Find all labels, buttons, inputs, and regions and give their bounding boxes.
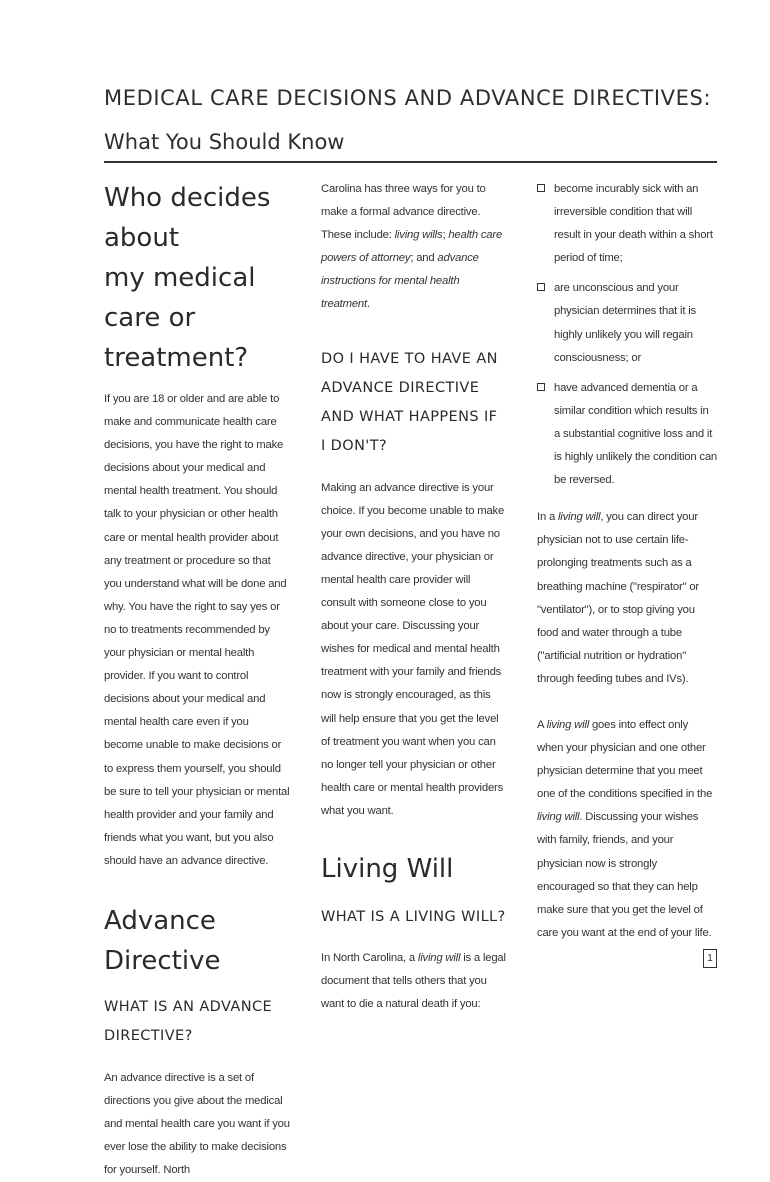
what-is-advance-directive-heading [104,993,290,1051]
heading-line: ADVANCE DIRECTIVE [321,379,480,396]
emphasis: living will [537,811,580,824]
list-item [537,277,717,369]
do-i-have-to-heading [321,345,507,461]
emphasis: living will [557,511,601,524]
text-run: is a legal document that tells others that you want to die a natural death if you: [321,951,506,1011]
text-run: A [537,718,547,731]
who-decides-heading [104,178,290,378]
text-run: In a [537,511,558,524]
checkbox-bullet-icon [537,383,545,391]
heading-line: Who decides about [104,183,271,253]
checkbox-bullet-icon [537,184,545,192]
column-3 [537,178,717,945]
column-1 [104,178,290,1182]
living-will-directions-paragraph [537,506,717,691]
living-will-effect-paragraph [537,714,717,945]
living-will-heading: Living Will [321,853,454,884]
page-subtitle: What You Should Know [104,130,345,154]
emphasis: living wills [394,229,443,242]
text-run: . Discussing your wishes with family, friends, and your physician now is strongly encouraged so that they can help make sure that you get the level of care you want at the end of your life. [537,811,712,939]
heading-line: WHAT IS AN ADVANCE [104,998,273,1015]
checkbox-bullet-icon [537,283,545,291]
list-item [537,178,717,270]
heading-line: DIRECTIVE? [104,1027,193,1044]
list-item-text: have advanced dementia or a similar condition which results in a substantial cognitive loss and it is highly unlikely the condition can be reversed. [554,381,717,487]
heading-line: DO I HAVE TO HAVE AN [321,350,498,367]
choice-paragraph: Making an advance directive is your choice. If you become unable to make your own decisions, and you have no advance directive, your physician or mental health care provider will consult with someone close to you about your care. Discussing your wishes for medical and mental health treatment with your family and friends now is strongly encouraged, as this will help ensure that you get the level of treatment you want when you can no longer tell your physician or other health care or mental health providers what you want. [321,481,505,817]
list-item-text: become incurably sick with an irreversible condition that will result in your death within a short period of time; [554,183,713,265]
header-divider [104,161,717,163]
text-run: In North Carolina, a [321,951,418,964]
heading-line: I DON'T? [321,437,388,454]
emphasis: health care powers of attorney [321,229,503,265]
page-number: 1 [703,949,717,968]
text-run: , you can direct your physician not to use certain life-prolonging treatments such as a breathing machine ("respirator" or "ventilator"), or to stop giving you food and water through a tube ("artificial nutrition or hydration" through feeding tubes and IVs). [537,511,699,685]
column-2 [321,178,507,1016]
list-item [537,377,717,492]
advance-directive-heading: Advance Directive [104,905,221,976]
living-will-definition-paragraph [321,947,507,1016]
heading-line: my medical care or [104,263,256,333]
text-run: . [366,298,370,311]
text-run: ; and [410,252,438,265]
list-item-text: are unconscious and your physician determines that it is highly unlikely you will regain consciousness; or [554,282,696,364]
emphasis: living will [546,718,590,731]
condition-list [537,178,717,492]
text-run: Carolina has three ways for you to make a formal advance directive. These include: [321,183,486,242]
page-title: MEDICAL CARE DECISIONS AND ADVANCE DIRECTIVES: [104,86,712,110]
emphasis: living will [417,951,461,964]
text-run: ; [442,229,449,242]
who-decides-paragraph: If you are 18 or older and are able to make and communicate health care decisions, you have the right to make decisions about your medical and mental health treatment. You should talk to your physician or other health care or mental health provider about any treatment or procedure so that you understand what will be done and why. You have the right to say yes or no to treatments recommended by your physician or mental health provider. If you want to control decisions about your medical and mental health care even if you become unable to make decisions or to express them yourself, you should be sure to tell your physician or mental health provider and your family and friends what you want, but you also should have an advance directive. [104,393,290,867]
heading-line: AND WHAT HAPPENS IF [321,408,498,425]
emphasis: advance instructions for mental health treatment [321,252,479,311]
what-is-living-will-heading: WHAT IS A LIVING WILL? [321,908,506,925]
text-run: goes into effect only when your physician and one other physician determine that you meet one of the conditions specified in the [537,718,713,801]
advance-directive-types-paragraph [321,178,507,317]
advance-directive-paragraph: An advance directive is a set of directions you give about the medical and mental health care you want if you ever lose the ability to make decisions for yourself. North [104,1071,290,1177]
heading-line: treatment? [104,343,249,373]
